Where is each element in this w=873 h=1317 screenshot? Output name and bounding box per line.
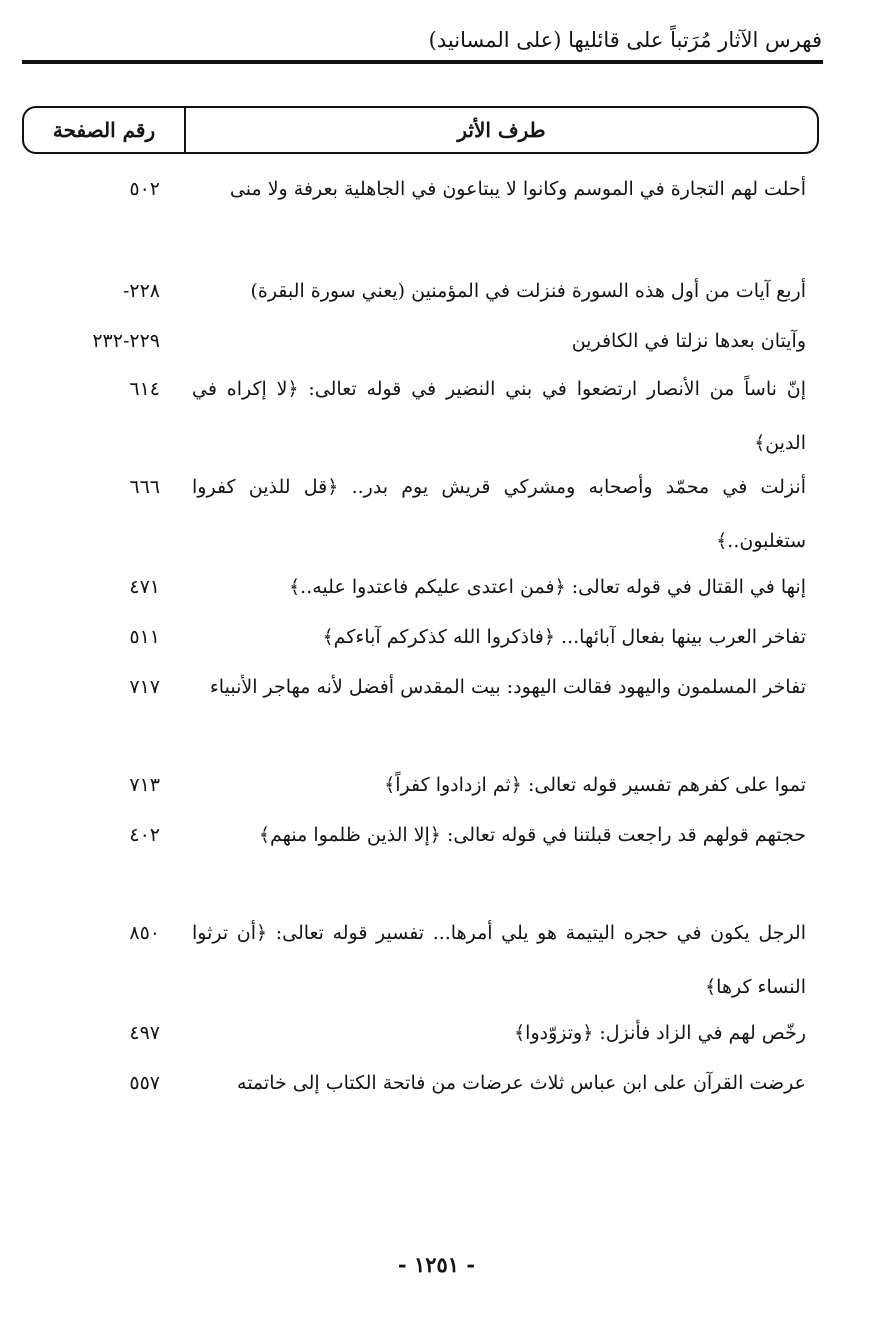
entry-page-ref: ٥٥٧ <box>129 1072 160 1094</box>
entry-text: وآيتان بعدها نزلتا في الكافرين <box>571 330 806 352</box>
entry-text: عرضت القرآن على ابن عباس ثلاث عرضات من فاتحة الكتاب إلى خاتمته <box>237 1072 806 1094</box>
entry-page-ref: ٨٥٠ <box>129 922 160 944</box>
entry-text: الرجل يكون في حجره اليتيمة هو يلي أمرها... تفسير قوله تعالى: ﴿أن ترثوا النساء كرها﴾ <box>192 922 806 998</box>
entry-page-ref: ٦١٤ <box>129 378 160 400</box>
entry-text: تفاخر المسلمون واليهود فقالت اليهود: بيت المقدس أفضل لأنه مهاجر الأنبياء <box>209 676 806 698</box>
entry-text: أنزلت في محمّد وأصحابه ومشركي قريش يوم بدر.. ﴿قل للذين كفروا ستغلبون..﴾ <box>192 476 806 552</box>
entry-page-ref: ٤٩٧ <box>129 1022 160 1044</box>
header-rule <box>22 60 823 64</box>
column-header-athar: طرف الأثر <box>457 118 546 142</box>
entry-page-ref: ٥١١ <box>129 626 160 648</box>
column-header-page: رقم الصفحة <box>52 118 156 142</box>
entry-text: رخّص لهم في الزاد فأنزل: ﴿وتزوّدوا﴾ <box>514 1022 806 1044</box>
page-number: - ١٢٥١ - <box>397 1252 476 1277</box>
entry-page-ref: ٧١٣ <box>129 774 160 796</box>
entry-page-ref: ٥٠٢ <box>129 178 160 200</box>
entry-text: تفاخر العرب بينها بفعال آبائها... ﴿فاذكروا الله كذكركم آباءكم﴾ <box>322 626 806 648</box>
table-header <box>22 106 819 154</box>
entry-page-ref: ٦٦٦ <box>129 476 160 498</box>
entry-page-ref: ٧١٧ <box>129 676 160 698</box>
entry-text: أحلت لهم التجارة في الموسم وكانوا لا يبتاعون في الجاهلية بعرفة ولا منى <box>229 178 806 200</box>
entry-text: تموا على كفرهم تفسير قوله تعالى: ﴿ثم ازدادوا كفراً﴾ <box>384 774 806 796</box>
entry-page-ref: ٤٠٢ <box>129 824 160 846</box>
entry-text: إنّ ناساً من الأنصار ارتضعوا في بني النضير في قوله تعالى: ﴿لا إكراه في الدين﴾ <box>192 378 806 454</box>
entry-text: أربع آيات من أول هذه السورة فنزلت في المؤمنين (يعني سورة البقرة) <box>250 280 806 302</box>
entry-page-ref: ٢٢٩-٢٣٢ <box>92 330 160 352</box>
entry-page-ref: ٤٧١ <box>129 576 160 598</box>
entry-page-ref: ٢٢٨- <box>122 280 160 302</box>
entry-text: حجتهم قولهم قد راجعت قبلتنا في قوله تعالى: ﴿إلا الذين ظلموا منهم﴾ <box>258 824 806 846</box>
running-header: فهرس الآثار مُرَتباً على قائليها (على المسانيد) <box>428 28 822 52</box>
entry-text: إنها في القتال في قوله تعالى: ﴿فمن اعتدى عليكم فاعتدوا عليه..﴾ <box>289 576 806 598</box>
